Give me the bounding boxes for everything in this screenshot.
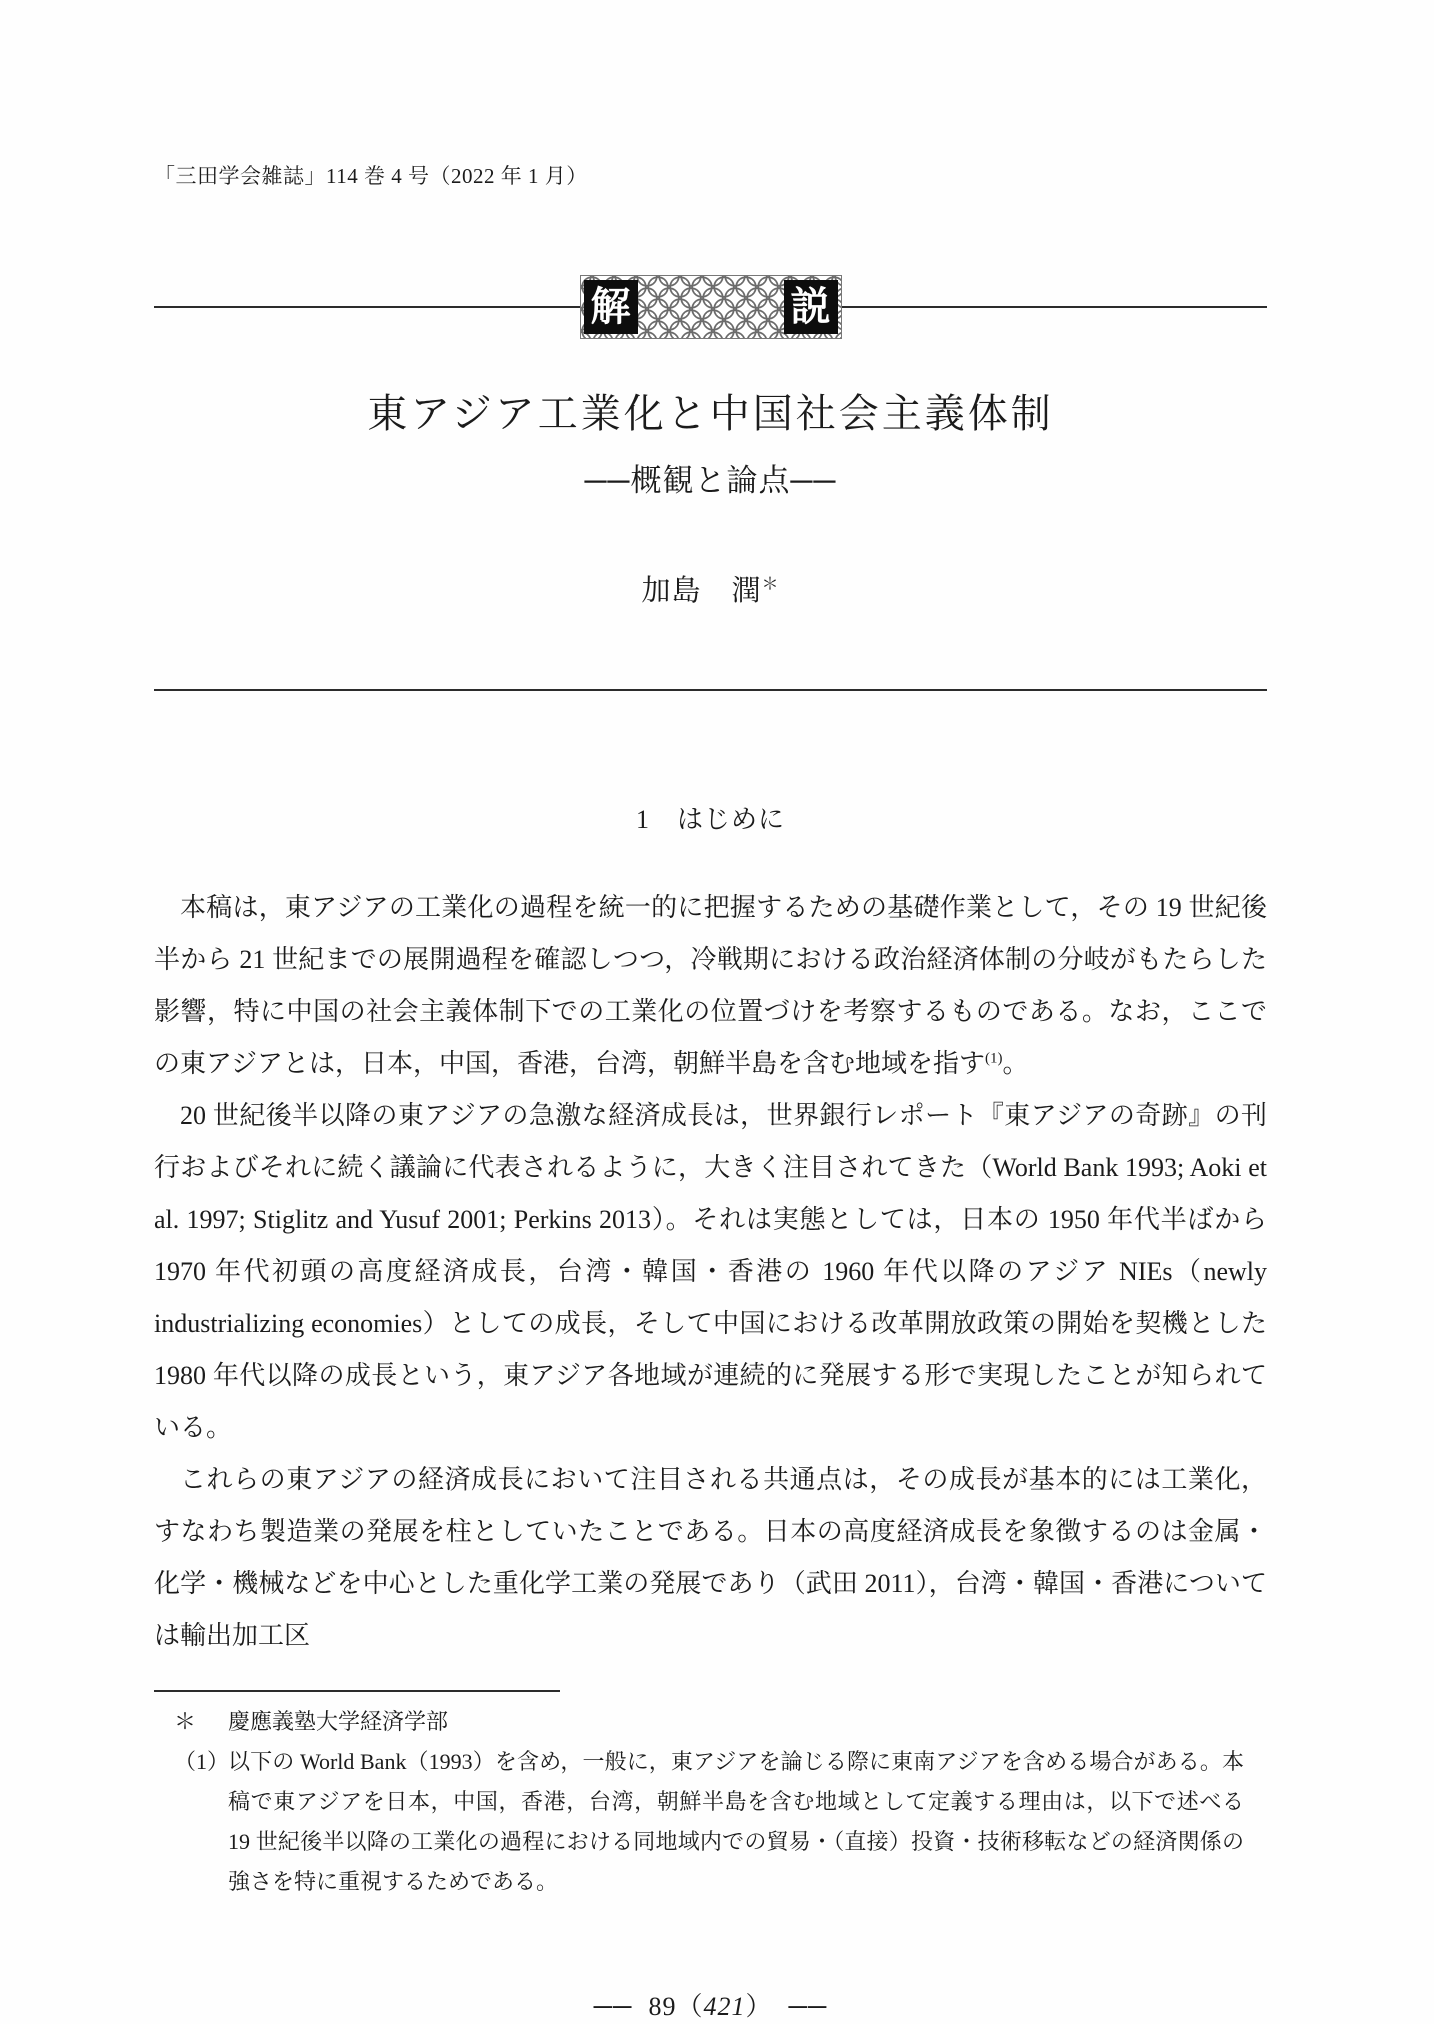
footer-paren-open: （	[676, 1992, 704, 2021]
footnote-1-label: （1）	[174, 1749, 230, 1774]
affiliation-text: 慶應義塾大学経済学部	[228, 1709, 449, 1734]
footnote-affiliation	[174, 1702, 1244, 1742]
article-title: 東アジア工業化と中国社会主義体制	[367, 391, 1054, 436]
journal-citation: 「三田学会雑誌」114 巻 4 号（2022 年 1 月）	[154, 164, 588, 188]
article-body	[154, 882, 1267, 1662]
footnotes	[174, 1702, 1244, 1902]
page-number-consecutive: 421	[703, 1992, 746, 2021]
page-number: 89	[648, 1992, 677, 2021]
footer-paren-close: ）	[745, 1992, 773, 2021]
author-footnote-mark: ＊	[761, 574, 780, 594]
badge-rule-right	[842, 306, 1268, 308]
header-rule	[154, 689, 1267, 691]
paragraph-1-period: 。	[1002, 1049, 1029, 1078]
badge-char-kai: 解	[584, 280, 638, 334]
footnote-separator	[154, 1690, 560, 1692]
category-badge	[580, 275, 842, 339]
badge-char-setsu: 説	[784, 280, 838, 334]
paragraph-1	[154, 882, 1267, 1090]
category-badge-row	[154, 274, 1267, 340]
page-number-line	[154, 1986, 1267, 2023]
article-subtitle: ──概観と論点──	[584, 463, 837, 498]
page-content	[154, 0, 1267, 2023]
footer-dash-left: ──	[593, 1992, 633, 2021]
author-line	[154, 568, 1267, 609]
paragraph-1-text: 本稿は，東アジアの工業化の過程を統一的に把握するための基礎作業として，その 19 世紀後半から 21 世紀までの展開過程を確認しつつ，冷戦期における政治経済体制の分岐がもたらした影響，特に中国の社会主義体制下での工業化の位置づけを考察するものである。なお，ここでの東アジアとは，日本，中国，香港，台湾，朝鮮半島を含む地域を指す	[154, 893, 1267, 1078]
footnote-ref-1: (1)	[984, 1050, 1003, 1067]
section-heading: 1 はじめに	[635, 805, 785, 834]
paragraph-3: これらの東アジアの経済成長において注目される共通点は，その成長が基本的には工業化，すなわち製造業の発展を柱としていたことである。日本の高度経済成長を象徴するのは金属・化学・機械などを中心とした重化学工業の発展であり（武田 2011），台湾・韓国・香港については輸出加工区	[154, 1465, 1267, 1650]
author-name: 加島 潤	[641, 575, 762, 607]
paragraph-2: 20 世紀後半以降の東アジアの急激な経済成長は，世界銀行レポート『東アジアの奇跡』の刊行およびそれに続く議論に代表されるように，大きく注目されてきた（World Bank 1993; Aoki et al. 1997; Stiglitz and Yusuf 2001; Perkins 2013）。それは実態としては，日本の 1950 年代半ばから 1970 年代初頭の高度経済成長，台湾・韓国・香港の 1960 年代以降のアジア NIEs（newly industrializing economies）としての成長，そして中国における改革開放政策の開始を契機とした 1980 年代以降の成長という，東アジア各地域が連続的に発展する形で実現したことが知られている。	[154, 1101, 1267, 1442]
footnote-1-text: 以下の World Bank（1993）を含め，一般に，東アジアを論じる際に東南アジアを含める場合がある。本稿で東アジアを日本，中国，香港，台湾，朝鮮半島を含む地域として定義する理由は，以下で述べる 19 世紀後半以降の工業化の過程における同地域内での貿易・（直接）投資・技術移転などの経済関係の強さを特に重視するためである。	[228, 1749, 1244, 1894]
badge-rule-left	[154, 306, 580, 308]
affiliation-mark: ＊	[174, 1709, 197, 1734]
footnote-1	[174, 1742, 1244, 1902]
footer-dash-right: ──	[788, 1992, 828, 2021]
